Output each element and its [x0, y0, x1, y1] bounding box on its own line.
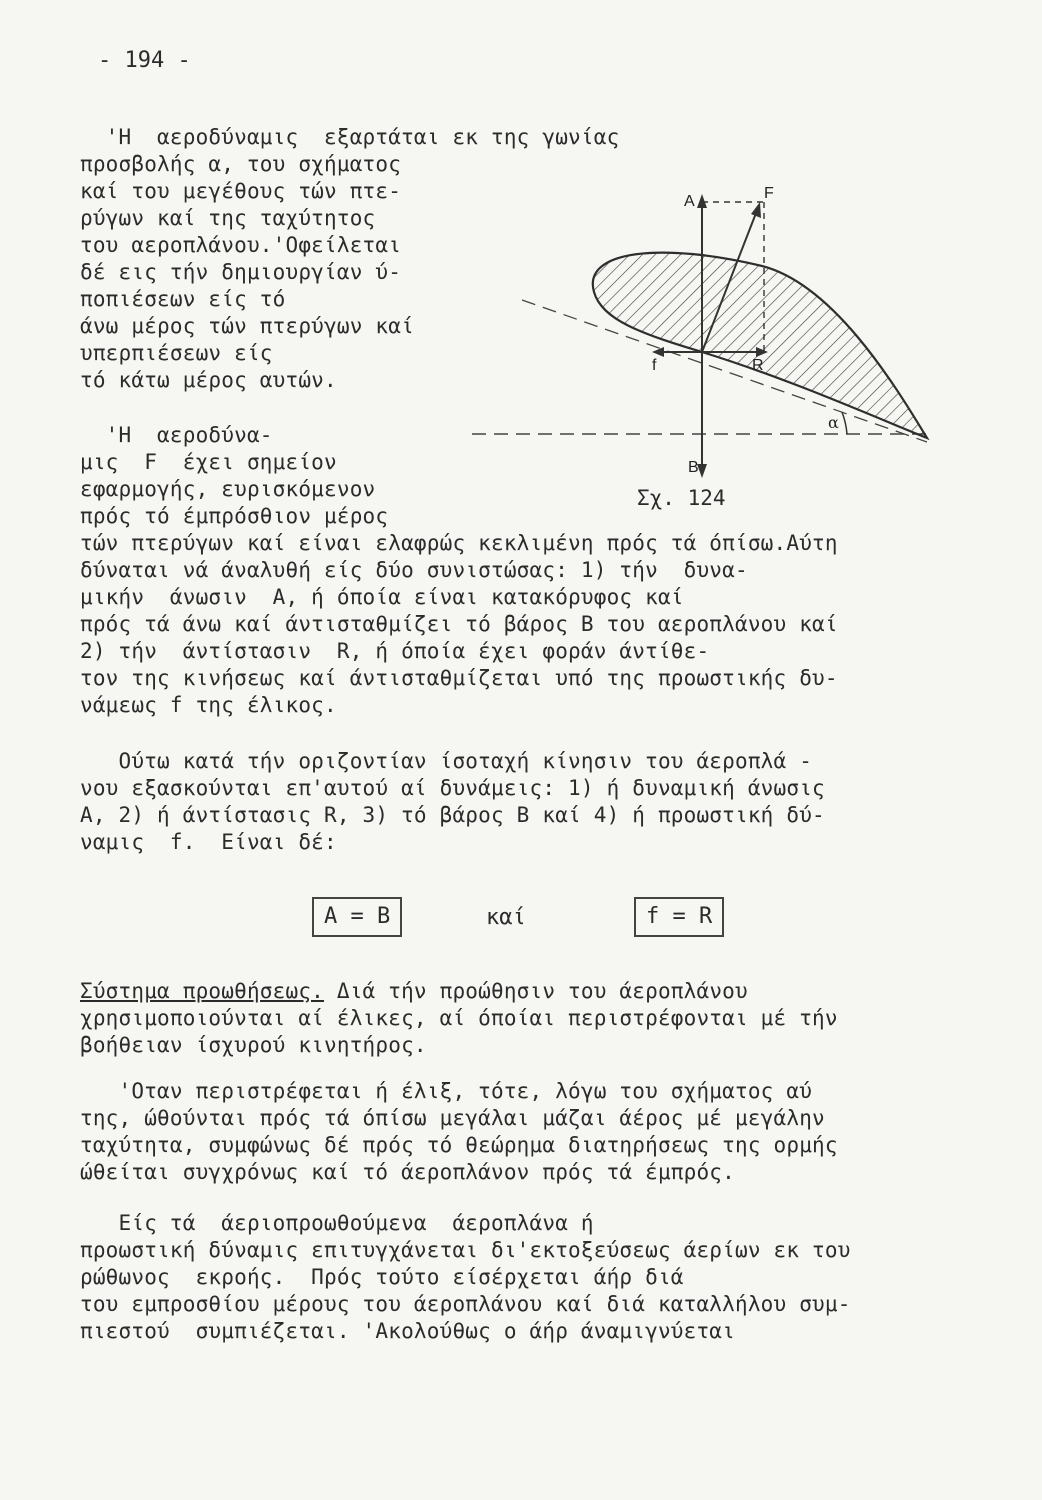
para1-line: 'Η αεροδύναμις εξαρτάται εκ της γωνίας	[80, 125, 620, 149]
para4-line: χρησιμοποιούνται αί έλικες, αί όποίαι περιστρέφονται μέ τήν	[80, 1006, 838, 1030]
para1-line: ρύγων καί της ταχύτητος	[80, 206, 376, 230]
page-number: - 194 -	[98, 48, 191, 73]
para1-line: καί του μεγέθους τών πτε-	[80, 179, 402, 203]
para2-line: 'Η αεροδύνα-	[80, 423, 273, 447]
para6-line: πιεστού συμπιέζεται. 'Ακολούθως ο άήρ άναμιγνύεται	[80, 1319, 735, 1343]
para3-line: νου εξασκούνται επ'αυτού αί δυνάμεις: 1) ή δυναμική άνωσις	[80, 776, 825, 800]
para2-line: 2) τήν άντίστασιν R, ή όποία έχει φοράν άντίθε-	[80, 639, 710, 663]
equation-f-equals-r: f = R	[634, 897, 724, 937]
angle-arc	[842, 412, 847, 434]
para1-line: ποπιέσεων είς τό	[80, 287, 286, 311]
label-F: F	[764, 185, 774, 202]
para3-line: ναμις f. Είναι δέ:	[80, 830, 337, 854]
equation-a-equals-b: A = B	[312, 897, 402, 937]
para5-line: της, ώθούνται πρός τά όπίσω μεγάλαι μάζαι άέρος μέ μεγάλην	[80, 1106, 825, 1130]
para2-line: μικήν άνωσιν Α, ή όποία είναι κατακόρυφος καί	[80, 585, 684, 609]
para6-line: ρώθωνος εκροής. Πρός τούτο είσέρχεται άήρ διά	[80, 1265, 684, 1289]
equation-connector: καί	[486, 905, 526, 930]
label-A: A	[684, 193, 695, 210]
para2-line: νάμεως f της έλικος.	[80, 693, 337, 717]
para4-line: βοήθειαν ίσχυρού κινητήρος.	[80, 1033, 427, 1057]
para6-line: του εμπροσθίου μέρους του άεροπλάνου καί διά καταλλήλου συμ-	[80, 1292, 851, 1316]
para2-line: εφαρμογής, ευρισκόμενον	[80, 477, 376, 501]
para1-line: δέ εις τήν δημιουργίαν ύ-	[80, 260, 402, 284]
para1-line: άνω μέρος τών πτερύγων καί	[80, 314, 414, 338]
label-f: f	[652, 357, 657, 374]
para2-line: δύναται νά άναλυθή είς δύο συνιστώσας: 1) τήν δυνα-	[80, 558, 748, 582]
para3-line: Ούτω κατά τήν οριζοντίαν ίσοταχή κίνησιν του άεροπλά -	[80, 749, 813, 773]
thrust-arrowhead	[652, 347, 664, 357]
para2-line: πρός τά άνω καί άντισταθμίζει τό βάρος Β του αεροπλάνου καί	[80, 612, 838, 636]
para2-line: μις F έχει σημείον	[80, 450, 337, 474]
airfoil-figure	[462, 180, 942, 480]
para4-line	[80, 978, 748, 1005]
para1-line: του αεροπλάνου.'Οφείλεται	[80, 233, 402, 257]
para1-line: προσβολής α, του σχήματος	[80, 152, 402, 176]
figure-caption: Σχ. 124	[637, 486, 726, 510]
para3-line: Α, 2) ή άντίστασις R, 3) τό βάρος Β καί 4) ή προωστική δύ-	[80, 803, 825, 827]
para6-line: Είς τά άεριοπροωθούμενα άεροπλάνα ή	[80, 1211, 594, 1235]
section-heading: Σύστημα προωθήσεως.	[80, 979, 325, 1003]
para6-line: προωστική δύναμις επιτυγχάνεται δι'εκτοξεύσεως άερίων εκ του	[80, 1238, 851, 1262]
label-alpha: α	[828, 413, 839, 432]
label-R: R	[752, 357, 764, 374]
para2-line: τών πτερύγων καί είναι ελαφρώς κεκλιμένη πρός τά όπίσω.Αύτη	[80, 531, 838, 555]
airfoil-shape	[593, 253, 927, 438]
para5-line: ταχύτητα, συμφώνως δέ πρός τό θεώρημα διατηρήσεως της ορμής	[80, 1133, 838, 1157]
resultant-arrowhead	[751, 202, 761, 218]
para5-line: ώθείται συγχρόνως καί τό άεροπλάνον πρός τά έμπρός.	[80, 1160, 735, 1184]
para2-line: τον της κινήσεως καί άντισταθμίζεται υπό της προωστικής δυ-	[80, 666, 838, 690]
para5-line: 'Οταν περιστρέφεται ή έλιξ, τότε, λόγω του σχήματος αύ	[80, 1079, 813, 1103]
lift-arrowhead	[697, 194, 707, 208]
label-B: B	[688, 459, 699, 476]
para2-line: πρός τό έμπρόσθιον μέρος	[80, 504, 389, 528]
para1-line: υπερπιέσεων είς	[80, 341, 273, 365]
para1-line: τό κάτω μέρος αυτών.	[80, 368, 337, 392]
para4-first-line: Διά τήν προώθησιν του άεροπλάνου	[324, 979, 748, 1003]
